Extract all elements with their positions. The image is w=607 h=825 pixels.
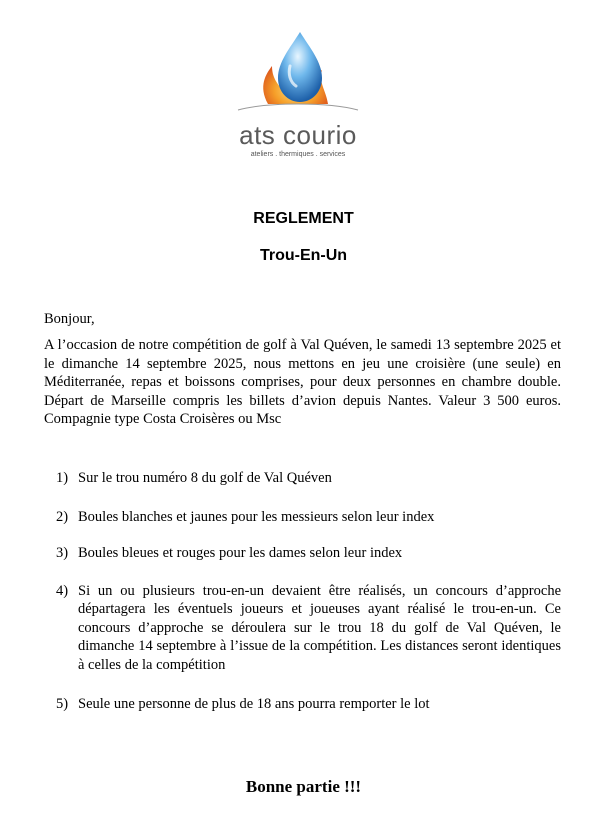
rules-list [44, 469, 561, 714]
rule-number: 1) [56, 470, 69, 486]
closing-line: Bonne partie !!! [245, 777, 362, 796]
rule-text: Sur le trou numéro 8 du golf de Val Quéven [78, 470, 332, 486]
brand-tagline: ateliers . thermiques . services [250, 151, 346, 158]
rule-number: 3) [56, 545, 69, 561]
greeting: Bonjour, [44, 311, 95, 327]
rule-item [44, 695, 561, 714]
rule-text: Boules blanches et jaunes pour les messieurs selon leur index [78, 508, 435, 525]
rule-text: Boules bleues et rouges pour les dames selon leur index [78, 545, 403, 561]
brand-name: ats courio [239, 120, 357, 150]
rule-number: 4) [56, 582, 69, 599]
document-title: REGLEMENT [253, 210, 354, 227]
rule-item [44, 582, 561, 675]
rule-item [44, 544, 561, 563]
company-logo [228, 26, 368, 156]
flame-drop-icon [228, 26, 368, 126]
rule-text: Seule une personne de plus de 18 ans pourra remporter le lot [78, 696, 430, 712]
rule-item [44, 469, 561, 488]
rule-item [44, 508, 561, 527]
rule-number: 2) [56, 508, 69, 525]
intro-paragraph: A l’occasion de notre compétition de golf à Val Quéven, le samedi 13 septembre 2025 et le dimanche 14 septembre 2025, nous mettons en jeu une croisière (une seule) en Méditerranée, repas et boissons comprises, pour deux personnes en chambre double. Départ de Marseille compris les billets d’avion depuis Nantes. Valeur 3 500 euros. Compagnie type Costa Croisères ou Msc [44, 337, 561, 427]
document-subtitle: Trou-En-Un [259, 247, 348, 264]
rule-text: Si un ou plusieurs trou-en-un devaient être réalisés, un concours d’approche départagera les éventuels joueurs et joueuses ayant réalisé le trou-en-un. Ce concours d’approche se déroulera sur le trou 18 du golf de Val Quéven, le dimanche 14 septembre à l’issue de la compétition. Les distances seront identiques à celles de la compétition [78, 582, 561, 673]
rule-number: 5) [56, 696, 69, 712]
